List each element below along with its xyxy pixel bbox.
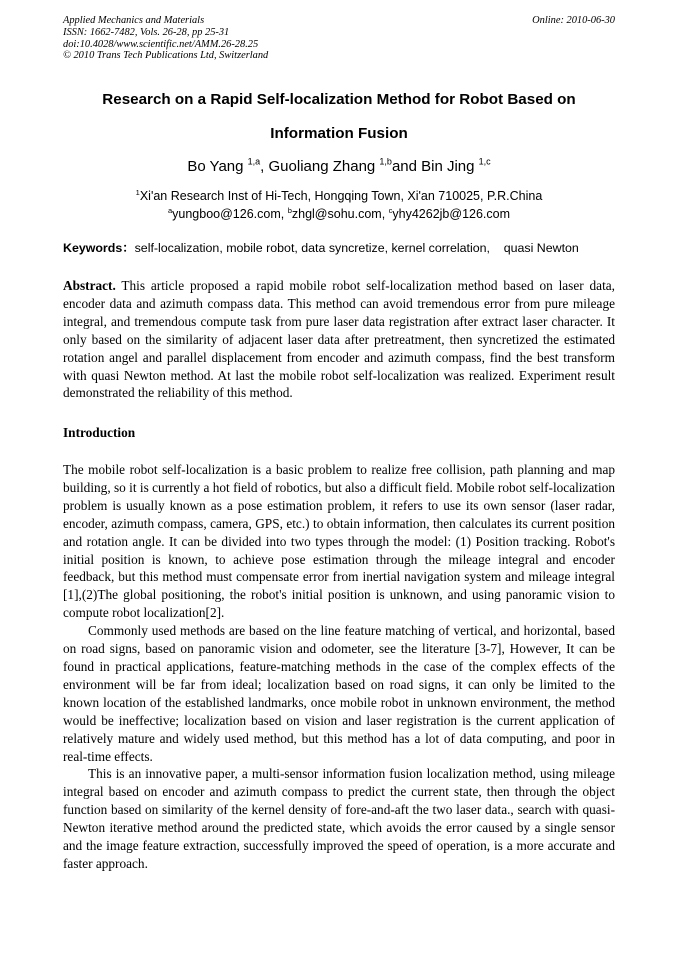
online-date: Online: 2010-06-30 [532, 15, 615, 26]
abstract-label: Abstract. [63, 278, 116, 293]
affiliation [63, 188, 615, 204]
journal-name: Applied Mechanics and Materials [63, 15, 205, 26]
email-list [63, 206, 615, 222]
author-1: Bo Yang [187, 158, 248, 175]
keywords-label: Keywords： [63, 241, 135, 255]
author-list [63, 157, 615, 177]
author-3-marker: 1,c [478, 156, 491, 167]
intro-paragraph-2: Commonly used methods are based on the line feature matching of vertical, and horizontal, based on road signs, based on panoramic vision and odometer, see the literature [3-7], However, It can be found in practical applications, feature-matching methods in the case of the complex effects of the environment will be far from ideal; localization based on road signs, it can only be limited to the known location of the established landmarks, once mobile robot in unknown environment, the method would be ineffective; localization based on vision and laser registration is the current application of relatively mature and widely used method, but this method has a lot of data computing, and poor in real-time effects. [63, 623, 615, 764]
paper-title-line-2: Information Fusion [270, 125, 408, 142]
affiliation-text: Xi'an Research Inst of Hi-Tech, Hongqing Town, Xi'an 710025, P.R.China [139, 189, 543, 203]
doi-line: doi:10.4028/www.scientific.net/AMM.26-28.25 [63, 38, 259, 50]
email-a: yungboo@126.com, [172, 207, 288, 221]
keywords-text: self-localization, mobile robot, data syncretize, kernel correlation, quasi Newton [134, 241, 579, 255]
issn-line: ISSN: 1662-7482, Vols. 26-28, pp 25-31 [63, 26, 230, 38]
abstract-text: This article proposed a rapid mobile robot self-localization method based on laser data, encoder data and azimuth compass data. This method can avoid tremendous error from pure mileage integral, and tremendous compute task from pure laser data registration after extract laser character. It only based on the similarity of adjacent laser data after pretreatment, then syncretized the estimated rotation angel and parallel displacement from encoder and azimuth compass, find the best transform with quasi Newton method. At last the mobile robot self-localization was realized. Experiment result demonstrated the reliability of this method. [63, 278, 615, 401]
introduction-body [63, 461, 615, 873]
email-b: zhgl@sohu.com, [291, 207, 389, 221]
email-b-marker: b [287, 205, 292, 215]
intro-paragraph-3: This is an innovative paper, a multi-sensor information fusion localization method, using mileage integral based on encoder and azimuth compass to predict the current state, then through the object function based on similarity of the kernel density of fore-and-aft the two laser data., search with quasi-Newton iterative method around the predicted state, which avoids the error caused by a single sensor and the image feature extraction, successfully improved the speed of operation, is a more accurate and faster approach. [63, 766, 615, 871]
email-c-marker: c [388, 205, 393, 215]
affiliation-marker: 1 [135, 187, 140, 197]
author-1-marker: 1,a [247, 156, 261, 167]
author-2-marker: 1,b [379, 156, 392, 167]
author-2: , Guoliang Zhang [260, 158, 380, 175]
journal-header [63, 15, 615, 62]
paper-title-line-1: Research on a Rapid Self-localization Method for Robot Based on [102, 91, 576, 108]
abstract [63, 277, 615, 402]
author-3: and Bin Jing [391, 158, 479, 175]
section-heading-introduction: Introduction [63, 425, 136, 440]
copyright-line: © 2010 Trans Tech Publications Ltd, Switzerland [63, 50, 269, 62]
email-a-marker: a [167, 205, 173, 215]
intro-paragraph-1: The mobile robot self-localization is a basic problem to realize free collision, path planning and map building, so it is currently a hot field of robotics, but also a difficult field. Mobile robot self-localization problem is usually known as a pose estimation problem, it refers to use its own sensor (laser radar, encoder, azimuth compass, camera, GPS, etc.) to obtain information, then calculates its current position and rotation angle. It can be divided into two types through the model: (1) Position tracking. Robot's initial position is known, to achieve pose estimation through the mileage integral and encoder feedback, but this method must compensate error from inertial navigation system and mileage integral [1],(2)The global positioning, the robot's initial position is unknown, and using panoramic vision to compute robot localization[2]. [63, 462, 615, 621]
email-c: yhy4262jb@126.com [392, 207, 511, 221]
keywords [63, 240, 615, 256]
